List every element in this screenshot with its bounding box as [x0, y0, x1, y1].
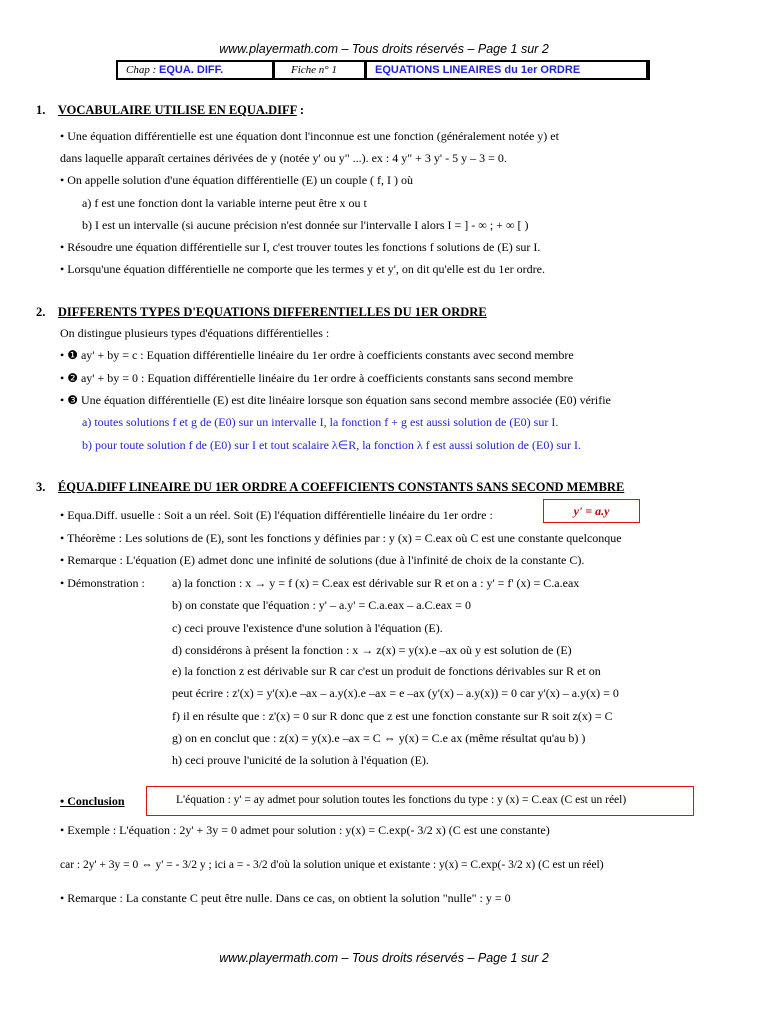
conclusion-label: • Conclusion	[60, 794, 125, 808]
s1-line-7: • Lorsqu'une équation différentielle ne comporte que les termes y et y', on dit qu'elle est du 1er ordre.	[60, 262, 545, 276]
section-2-heading: 2. DIFFERENTS TYPES D'EQUATIONS DIFFERENTIELLES DU 1ER ORDRE	[36, 305, 487, 319]
section-3-heading: 3. ÉQUA.DIFF LINEAIRE DU 1ER ORDRE A COEFFICIENTS CONSTANTS SANS SECOND MEMBRE	[36, 480, 625, 494]
demo-step-e: e) la fonction z est dérivable sur R car c'est un produit de fonctions dérivables sur R et on	[172, 664, 601, 678]
remark-zero: • Remarque : La constante C peut être nulle. Dans ce cas, on obtient la solution "nulle" : y = 0	[60, 891, 511, 905]
s2-type-3b: b) pour toute solution f de (E0) sur I et tout scalaire λ∈R, la fonction λ f est aussi solution de (E0) sur I.	[82, 438, 581, 452]
chapter-label: Chap :	[126, 64, 157, 76]
page-footer: www.playermath.com – Tous droits réservés – Page 1 sur 2	[219, 951, 549, 965]
s2-type-3: • ❸ Une équation différentielle (E) est dite linéaire lorsque son équation sans second membre associée (E0) vérifie	[60, 393, 611, 407]
boxed-equation: y' = a.y	[573, 504, 610, 518]
s1-line-2: dans laquelle apparaît certaines dérivées de y (notée y' ou y" ...). ex : 4 y" + 3 y' - 5 y – 3 = 0.	[60, 151, 507, 165]
demo-step-e2: peut écrire : z'(x) = y'(x).e –ax – a.y(x).e –ax = e –ax (y'(x) – a.y(x)) = 0 car y'(x) – a.y(x) = 0	[172, 686, 619, 700]
s3-remark: • Remarque : L'équation (E) admet donc une infinité de solutions (due à l'infinité de choix de la constante C).	[60, 553, 585, 567]
chapter-cell	[118, 62, 272, 78]
title-cell	[367, 62, 646, 78]
s3-theorem: • Théorème : Les solutions de (E), sont les fonctions y définies par : y (x) = C.eax où C est une constante quelconque	[60, 531, 622, 545]
demo-label: • Démonstration :	[60, 576, 145, 590]
demo-step-d: d) considérons à présent la fonction : x → z(x) = y(x).e –ax où y est solution de (E)	[172, 643, 572, 657]
s2-intro: On distingue plusieurs types d'équations différentielles :	[60, 326, 330, 340]
example-line: • Exemple : L'équation : 2y' + 3y = 0 admet pour solution : y(x) = C.exp(- 3/2 x) (C est une constante)	[60, 823, 550, 837]
section-1-heading: 1. VOCABULAIRE UTILISE EN EQUA.DIFF :	[36, 103, 305, 117]
s1-line-5: b) I est un intervalle (si aucune précision n'est donnée sur l'intervalle I alors I = ] - ∞ ; + ∞ [ )	[82, 218, 529, 232]
demo-step-a: a) la fonction : x → y = f (x) = C.eax est dérivable sur R et on a : y' = f' (x) = C.a.eax	[172, 576, 580, 590]
title-bar	[116, 60, 650, 80]
equation-box	[543, 499, 640, 523]
s1-line-1: • Une équation différentielle est une équation dont l'inconnue est une fonction (généralement notée y) et	[60, 129, 559, 143]
fiche-cell	[275, 62, 364, 78]
demo-step-f: f) il en résulte que : z'(x) = 0 sur R donc que z est une fonction constante sur R soit z(x) = C	[172, 709, 613, 723]
s1-line-4: a) f est une fonction dont la variable interne peut être x ou t	[82, 196, 367, 210]
example-reasoning: car : 2y' + 3y = 0 ⇔ y' = - 3/2 y ; ici a = - 3/2 d'où la solution unique et existante : y(x) = C.exp(- 3/2 x) (C est un réel)	[60, 859, 604, 871]
document-title: EQUATIONS LINEAIRES du 1er ORDRE	[375, 64, 581, 76]
demo-step-c: c) ceci prouve l'existence d'une solution à l'équation (E).	[172, 621, 443, 635]
demo-step-h: h) ceci prouve l'unicité de la solution à l'équation (E).	[172, 753, 429, 767]
s2-type-3a: a) toutes solutions f et g de (E0) sur un intervalle I, la fonction f + g est aussi solution de (E0) sur I.	[82, 415, 559, 429]
chapter-value: EQUA. DIFF.	[159, 64, 224, 76]
demo-step-b: b) on constate que l'équation : y' – a.y' = C.a.eax – a.C.eax = 0	[172, 598, 471, 612]
s1-line-3: • On appelle solution d'une équation différentielle (E) un couple ( f, I ) où	[60, 173, 414, 187]
demo-step-g: g) on en conclut que : z(x) = y(x).e –ax = C ⇔ y(x) = C.e ax (même résultat qu'au b) )	[172, 731, 586, 745]
s2-type-2: • ❷ ay' + by = 0 : Equation différentielle linéaire du 1er ordre à coefficients constants sans second membre	[60, 371, 574, 385]
conclusion-text: L'équation : y' = ay admet pour solution toutes les fonctions du type : y (x) = C.eax (C est un réel)	[176, 794, 627, 806]
fiche-number: Fiche n° 1	[291, 64, 337, 76]
page-header: www.playermath.com – Tous droits réservés – Page 1 sur 2	[219, 42, 549, 56]
s1-line-6: • Résoudre une équation différentielle sur I, c'est trouver toutes les fonctions f solutions de (E) sur I.	[60, 240, 541, 254]
s2-type-1: • ❶ ay' + by = c : Equation différentielle linéaire du 1er ordre à coefficients constants avec second membre	[60, 348, 574, 362]
s3-definition: • Equa.Diff. usuelle : Soit a un réel. Soit (E) l'équation différentielle linéaire du 1er ordre :	[60, 508, 493, 522]
